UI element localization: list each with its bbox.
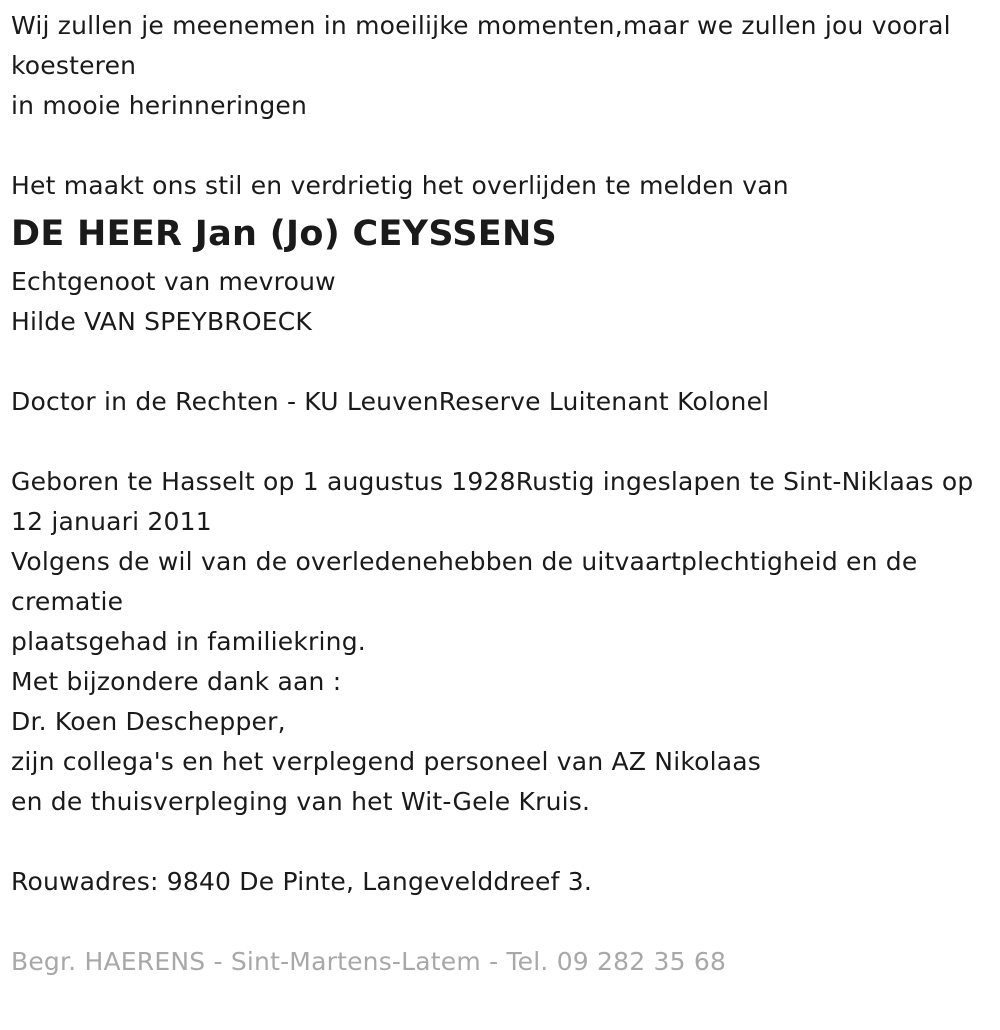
- spacer: [11, 902, 986, 942]
- spacer: [11, 422, 986, 462]
- titles-line: Doctor in de Rechten - KU LeuvenReserve Luitenant Kolonel: [11, 387, 770, 416]
- thanks-line-3: en de thuisverpleging van het Wit-Gele Kruis.: [11, 787, 591, 816]
- funeral-line-1: Volgens de wil van de overledenehebben de uitvaartplechtigheid en de crematie: [11, 547, 926, 616]
- mourning-address: Rouwadres: 9840 De Pinte, Langevelddreef 3.: [11, 867, 592, 896]
- deceased-name: DE HEER Jan (Jo) CEYSSENS: [11, 214, 558, 254]
- spacer: [11, 822, 986, 862]
- funeral-home-footer: Begr. HAERENS - Sint-Martens-Latem - Tel. 09 282 35 68: [11, 947, 727, 976]
- thanks-line-2: zijn collega's en het verplegend personeel van AZ Nikolaas: [11, 747, 762, 776]
- thanks-intro: Met bijzondere dank aan :: [11, 667, 342, 696]
- quote-line-2: in mooie herinneringen: [11, 91, 308, 120]
- announcement-text: Het maakt ons stil en verdrietig het overlijden te melden van: [11, 171, 789, 200]
- spacer: [11, 342, 986, 382]
- funeral-line-2: plaatsgehad in familiekring.: [11, 627, 366, 656]
- quote-line-1: Wij zullen je meenemen in moeilijke momenten,maar we zullen jou vooral koesteren: [11, 11, 959, 80]
- spouse-line-2: Hilde VAN SPEYBROECK: [11, 307, 312, 336]
- birth-death-line: Geboren te Hasselt op 1 augustus 1928Rustig ingeslapen te Sint-Niklaas op 12 januari 2011: [11, 467, 982, 536]
- spouse-line-1: Echtgenoot van mevrouw: [11, 267, 336, 296]
- spacer: [11, 126, 986, 166]
- thanks-line-1: Dr. Koen Deschepper,: [11, 707, 286, 736]
